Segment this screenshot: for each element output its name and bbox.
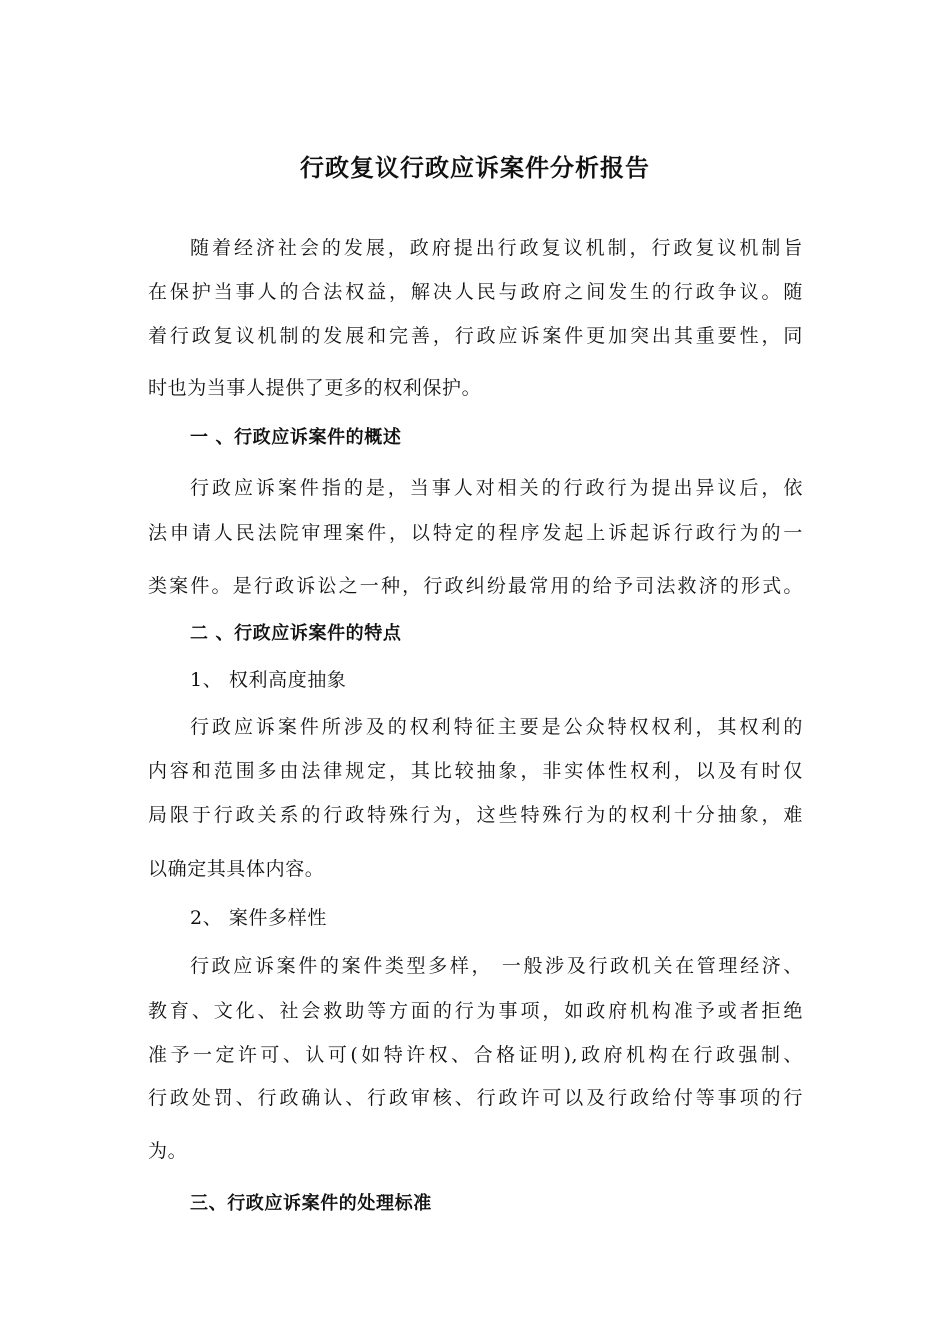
section1-line-3: 类案件。是行政诉讼之一种，行政纠纷最常用的给予司法救济的形式。	[148, 575, 803, 597]
subsection-label-2: 2、 案件多样性	[190, 907, 327, 929]
page-title: 行政复议行政应诉案件分析报告	[300, 154, 650, 182]
section-heading-1: 一 、行政应诉案件的概述	[190, 427, 402, 448]
item1-line-2: 内容和范围多由法律规定，其比较抽象，非实体性权利，以及有时仅	[148, 760, 803, 782]
item2-line-2: 教育、文化、社会救助等方面的行为事项，如政府机构准予或者拒绝	[148, 1000, 803, 1022]
section1-line-2: 法申请人民法院审理案件，以特定的程序发起上诉起诉行政行为的一	[148, 522, 803, 544]
item2-line-3: 准予一定许可、认可(如特许权、合格证明),政府机构在行政强制、	[148, 1044, 803, 1066]
subsection-label-1: 1、 权利高度抽象	[190, 669, 347, 691]
item2-line-1: 行政应诉案件的案件类型多样， 一般涉及行政机关在管理经济、	[190, 955, 803, 977]
intro-line-3: 着行政复议机制的发展和完善，行政应诉案件更加突出其重要性，同	[148, 325, 803, 347]
item2-line-4: 行政处罚、行政确认、行政审核、行政许可以及行政给付等事项的行	[148, 1087, 803, 1109]
item1-line-1: 行政应诉案件所涉及的权利特征主要是公众特权权利，其权利的	[190, 716, 803, 738]
section1-line-1: 行政应诉案件指的是，当事人对相关的行政行为提出异议后，依	[190, 477, 803, 499]
intro-line-2: 在保护当事人的合法权益，解决人民与政府之间发生的行政争议。随	[148, 281, 803, 303]
item2-line-5: 为。	[148, 1140, 188, 1162]
section-heading-3: 三、行政应诉案件的处理标准	[190, 1193, 432, 1214]
item1-line-3: 局限于行政关系的行政特殊行为，这些特殊行为的权利十分抽象，难	[148, 804, 803, 826]
item1-line-4: 以确定其具体内容。	[148, 858, 325, 880]
section-heading-2: 二 、行政应诉案件的特点	[190, 623, 402, 644]
intro-line-4: 时也为当事人提供了更多的权利保护。	[148, 377, 482, 399]
intro-line-1: 随着经济社会的发展，政府提出行政复议机制，行政复议机制旨	[190, 237, 803, 259]
